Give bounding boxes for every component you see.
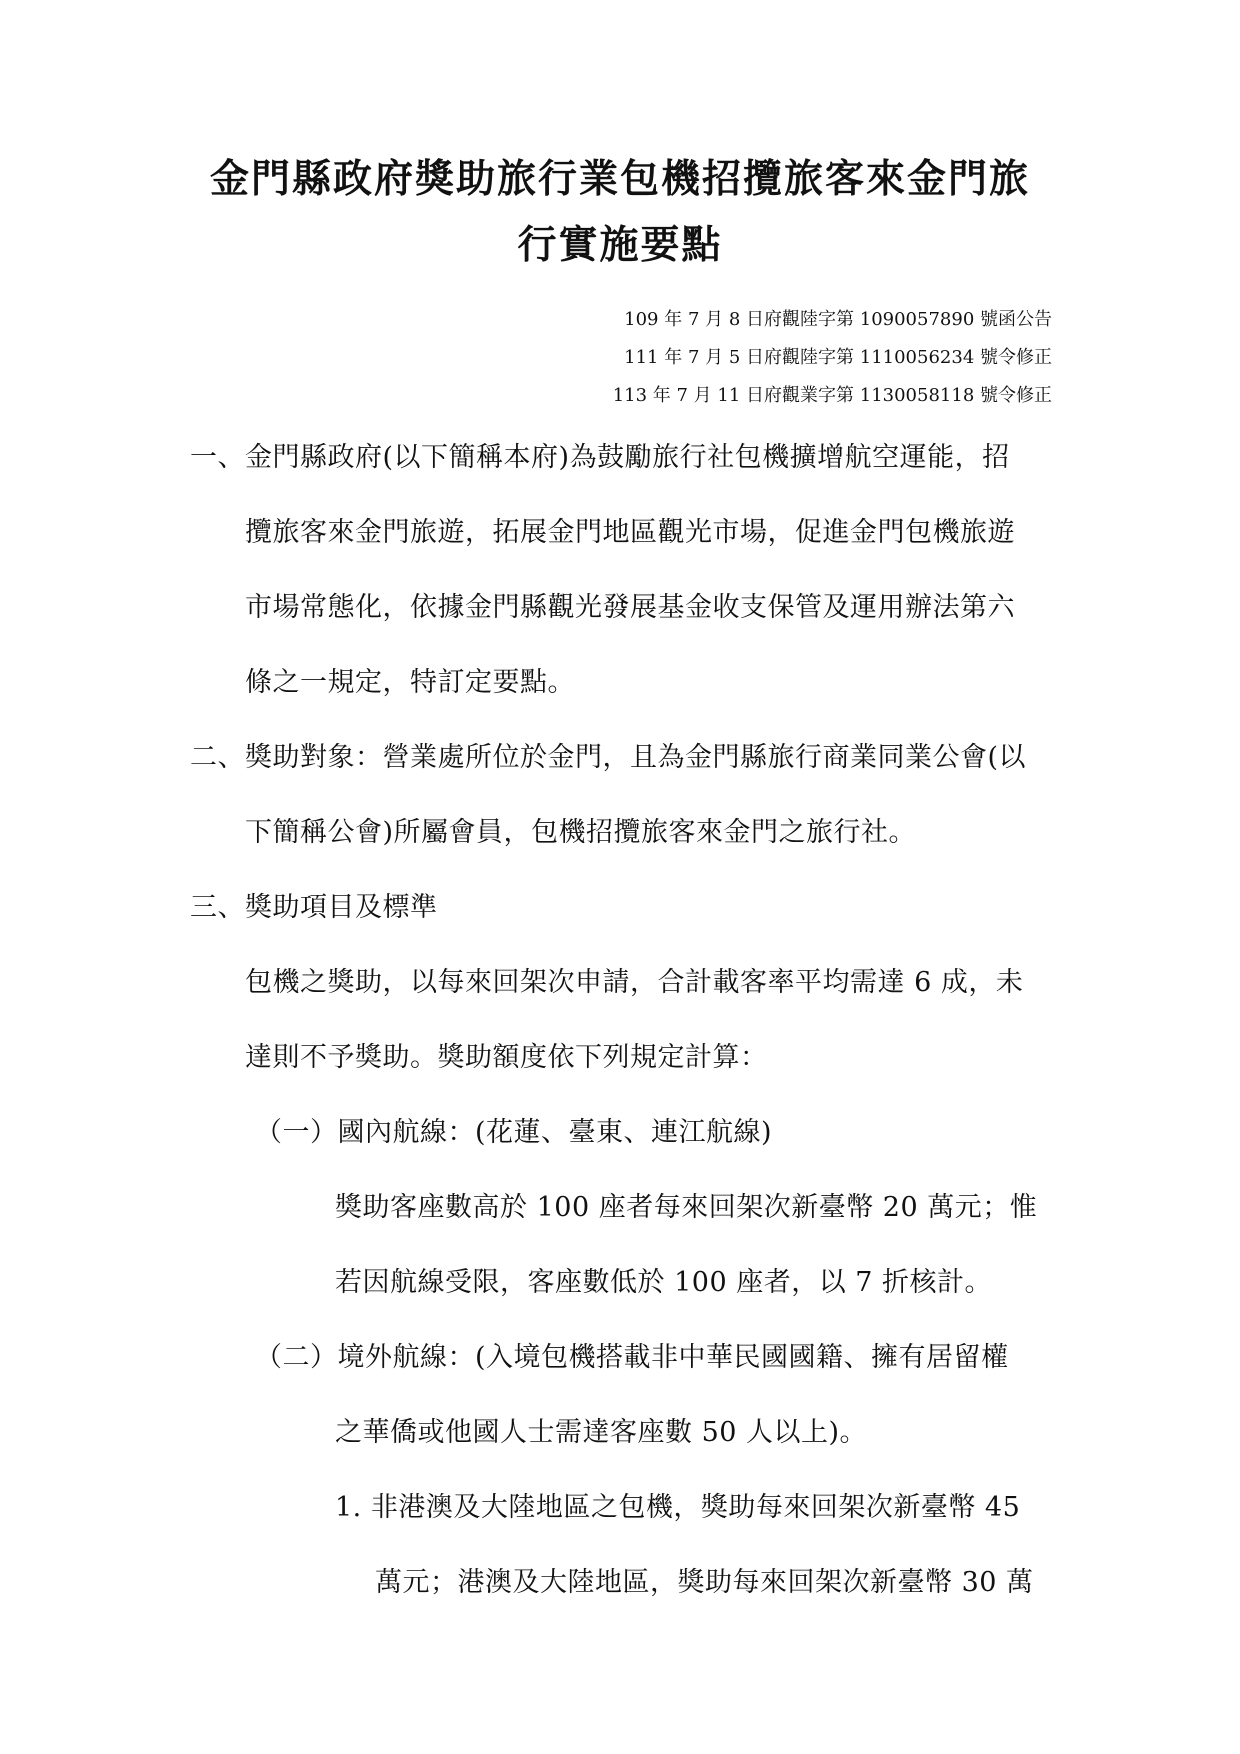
section-1-line-1: 一、金門縣政府(以下簡稱本府)為鼓勵旅行社包機擴增航空運能，招 <box>190 442 1010 473</box>
section-2-line-2: 下簡稱公會)所屬會員，包機招攬旅客來金門之旅行社。 <box>245 817 917 848</box>
item-2-sub-1-line-1: 1. 非港澳及大陸地區之包機，獎助每來回架次新臺幣 45 <box>335 1492 1021 1523</box>
document-title-line-1: 金門縣政府獎助旅行業包機招攬旅客來金門旅 <box>209 156 1030 202</box>
section-2-line-1: 二、獎助對象：營業處所位於金門，且為金門縣旅行商業同業公會(以 <box>190 742 1027 773</box>
item-1-heading: （一）國內航線：(花蓮、臺東、連江航線) <box>255 1117 773 1148</box>
document-title-line-2: 行實施要點 <box>517 222 723 268</box>
history-note-1: 109 年 7 月 8 日府觀陸字第 1090057890 號函公告 <box>624 309 1052 330</box>
section-3-intro-line-2: 達則不予獎助。獎助額度依下列規定計算： <box>245 1042 768 1073</box>
section-3-intro-line-1: 包機之獎助，以每來回架次申請，合計載客率平均需達 6 成，未 <box>245 967 1024 998</box>
item-2-sub-1-line-2: 萬元；港澳及大陸地區，獎助每來回架次新臺幣 30 萬 <box>375 1567 1034 1598</box>
item-1-body-line-1: 獎助客座數高於 100 座者每來回架次新臺幣 20 萬元；惟 <box>335 1192 1038 1223</box>
section-1-line-2: 攬旅客來金門旅遊，拓展金門地區觀光市場，促進金門包機旅遊 <box>245 517 1015 548</box>
history-note-2: 111 年 7 月 5 日府觀陸字第 1110056234 號令修正 <box>624 347 1052 368</box>
item-2-heading-line-1: （二）境外航線：(入境包機搭載非中華民國國籍、擁有居留權 <box>255 1342 1009 1373</box>
section-1-line-3: 市場常態化，依據金門縣觀光發展基金收支保管及運用辦法第六 <box>245 592 1015 623</box>
section-3-heading: 三、獎助項目及標準 <box>190 892 438 923</box>
item-1-body-line-2: 若因航線受限，客座數低於 100 座者，以 7 折核計。 <box>335 1267 993 1298</box>
history-note-3: 113 年 7 月 11 日府觀業字第 1130058118 號令修正 <box>612 385 1052 406</box>
section-1-line-4: 條之一規定，特訂定要點。 <box>245 667 575 698</box>
item-2-heading-line-2: 之華僑或他國人士需達客座數 50 人以上)。 <box>335 1417 868 1448</box>
